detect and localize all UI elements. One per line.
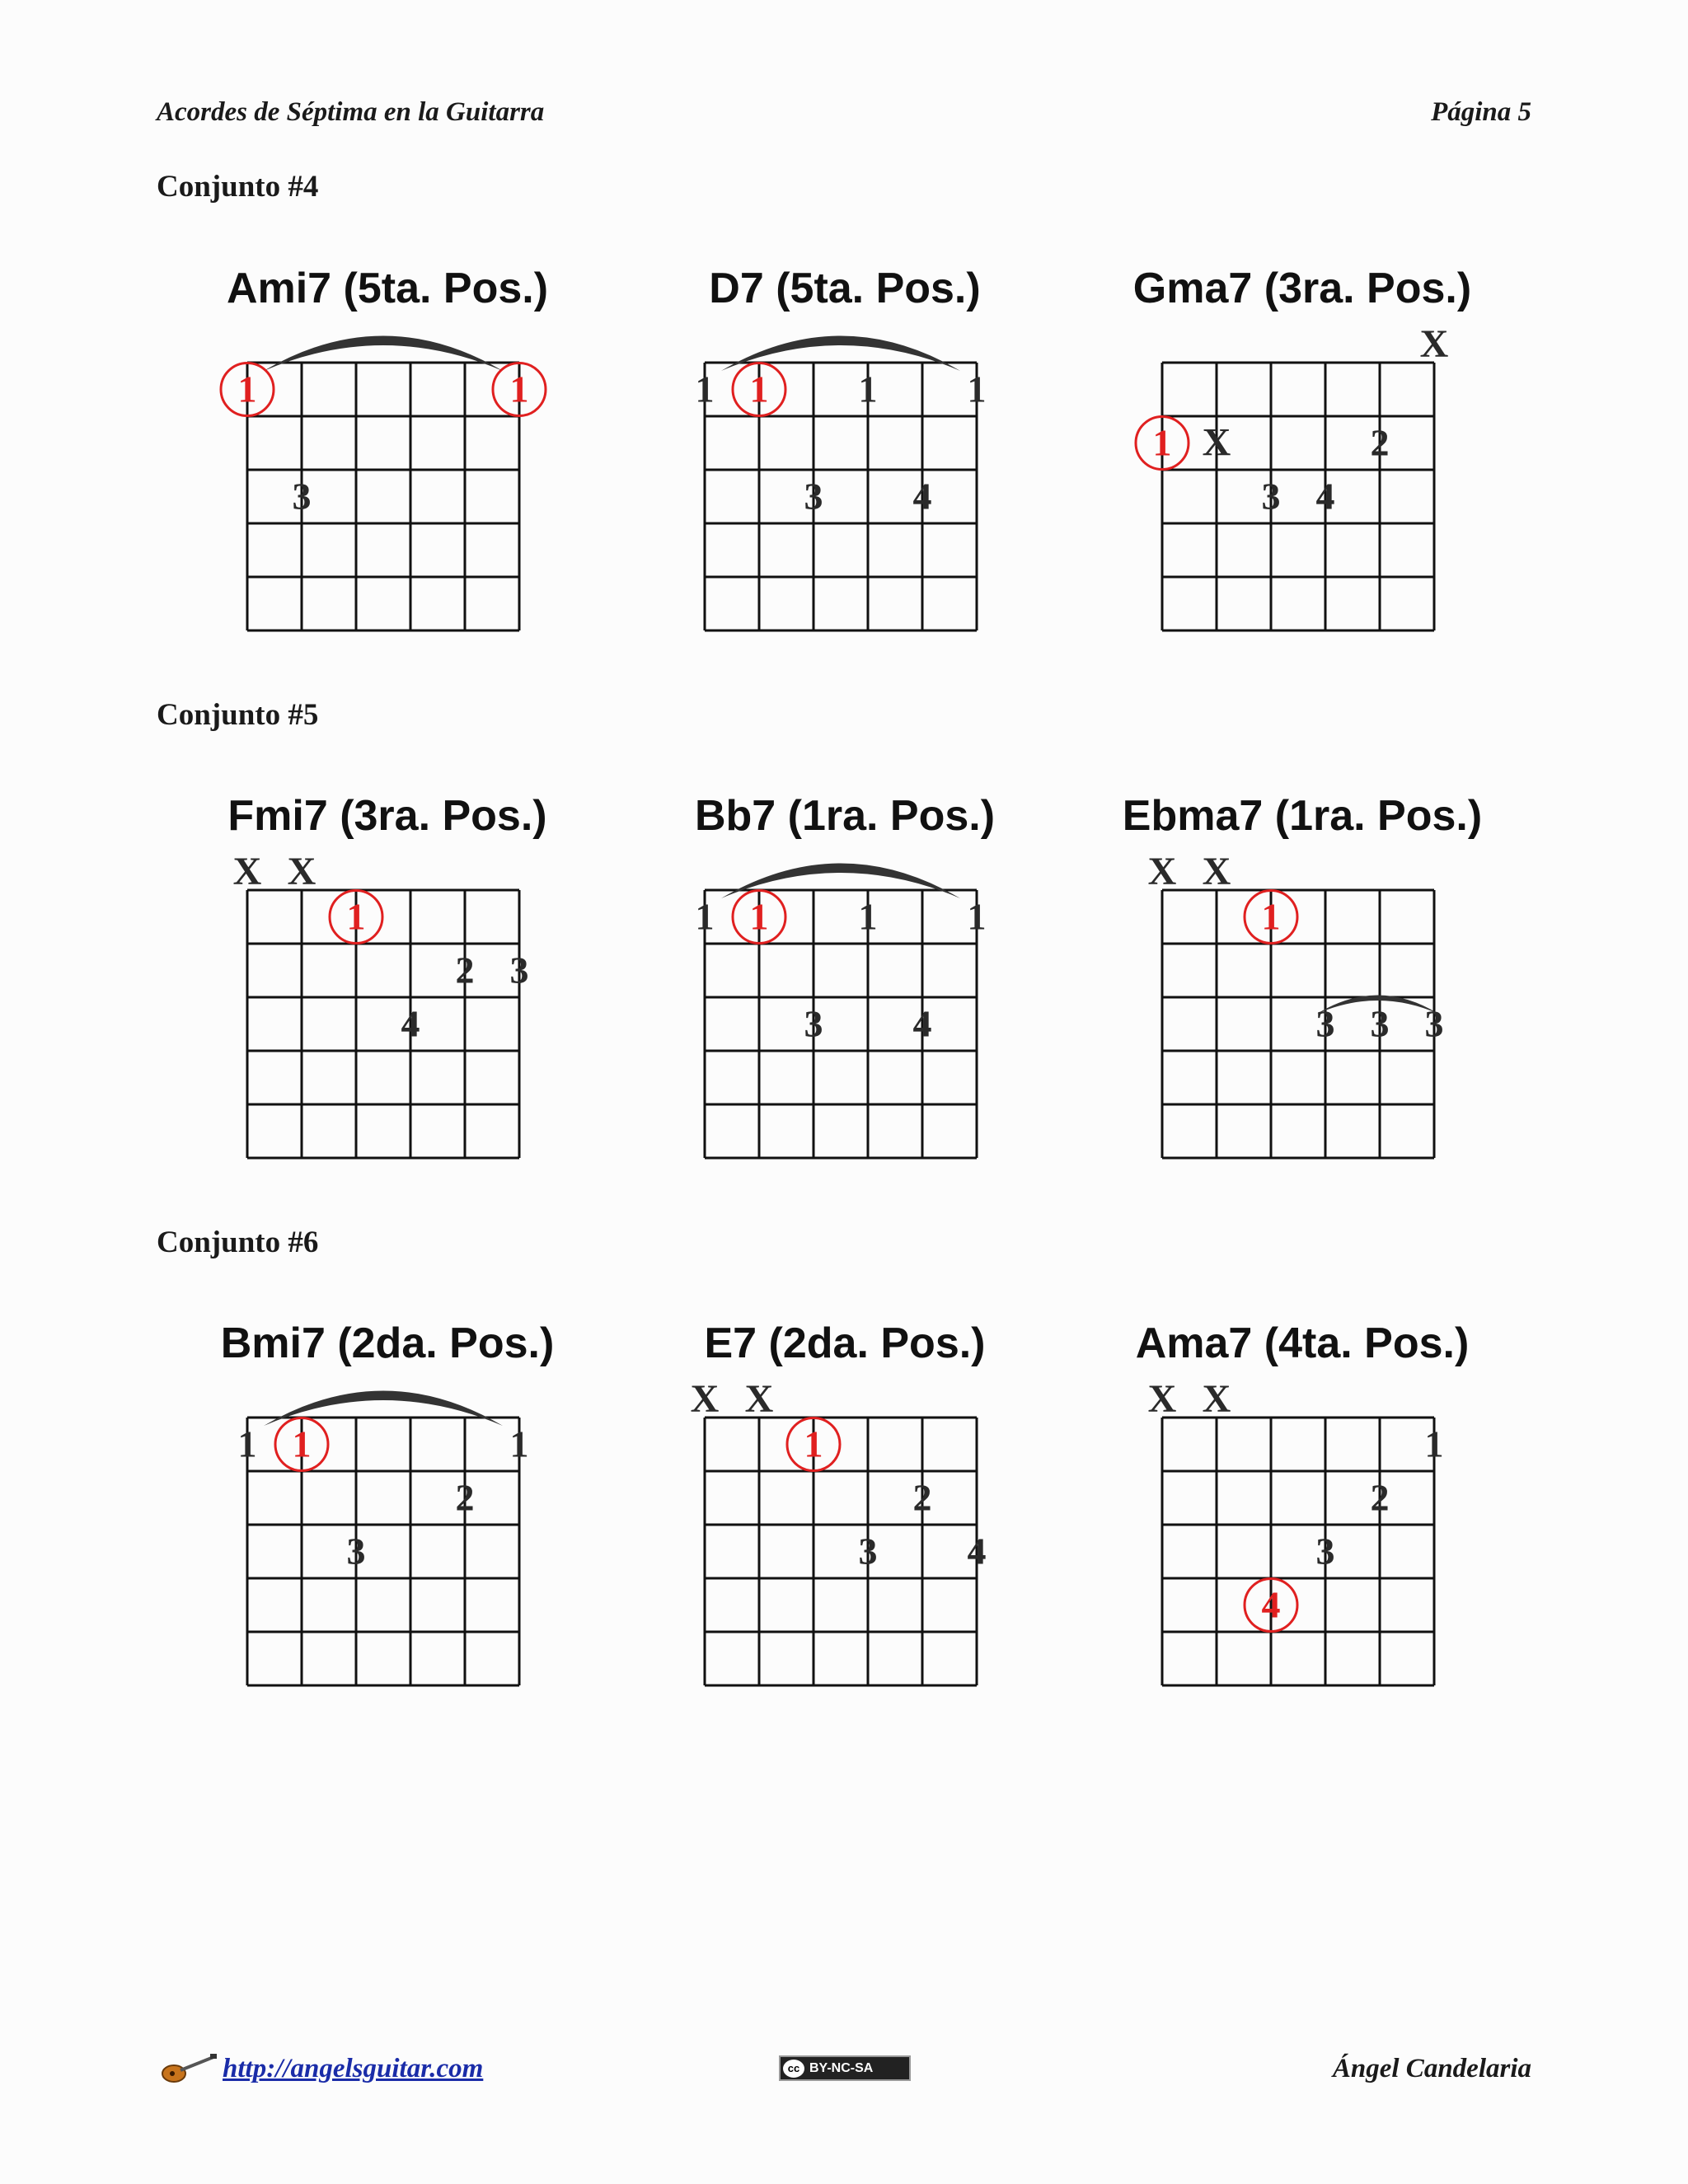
chord-diagram xyxy=(1071,1319,1533,1780)
chord-grid-svg xyxy=(157,1319,618,1780)
chord-grid-svg xyxy=(614,791,1076,1253)
finger-number: 3 xyxy=(1424,1002,1444,1045)
finger-number: 4 xyxy=(912,1002,932,1045)
chord-diagram xyxy=(1071,791,1533,1253)
chord-name: Ama7 (4ta. Pos.) xyxy=(1135,1319,1470,1367)
barre-arc xyxy=(264,336,503,372)
finger-number: 1 xyxy=(695,895,715,938)
muted-string-mark: X xyxy=(232,850,262,893)
chord-diagram xyxy=(614,264,1076,725)
chord-grid-svg xyxy=(157,791,618,1253)
barre-arc xyxy=(721,336,960,372)
finger-number: 3 xyxy=(858,1530,878,1572)
finger-number: 1 xyxy=(237,1422,257,1465)
finger-number: 3 xyxy=(804,475,823,518)
finger-number: 2 xyxy=(1370,421,1390,464)
author-name: Ángel Candelaria xyxy=(1332,2054,1531,2083)
finger-number: 2 xyxy=(1370,1476,1390,1519)
finger-number: 1 xyxy=(1261,895,1281,938)
finger-number: 4 xyxy=(1315,475,1335,518)
finger-number: 1 xyxy=(858,368,878,410)
finger-number: 1 xyxy=(967,368,987,410)
chord-diagram xyxy=(614,1319,1076,1780)
finger-number: 3 xyxy=(509,949,529,991)
finger-number: 4 xyxy=(967,1530,987,1572)
chord-name: Fmi7 (3ra. Pos.) xyxy=(227,792,547,840)
set-title-4: Conjunto #4 xyxy=(157,170,319,204)
finger-number: 4 xyxy=(1261,1583,1281,1626)
finger-number: 3 xyxy=(1315,1002,1335,1045)
finger-number: 2 xyxy=(455,949,475,991)
finger-number: 3 xyxy=(1315,1530,1335,1572)
finger-number: 1 xyxy=(509,368,529,410)
finger-number: 3 xyxy=(346,1530,366,1572)
finger-number: 1 xyxy=(292,1422,312,1465)
chord-grid-svg xyxy=(614,1319,1076,1780)
barre-arc xyxy=(264,1391,503,1427)
creative-commons-badge-icon[interactable] xyxy=(779,2055,911,2081)
muted-string-mark: X xyxy=(690,1377,720,1421)
muted-string-mark: X xyxy=(1419,322,1449,366)
chord-name: Ebma7 (1ra. Pos.) xyxy=(1122,792,1483,840)
finger-number: 2 xyxy=(455,1476,475,1519)
finger-number: 1 xyxy=(695,368,715,410)
finger-number: 1 xyxy=(749,895,769,938)
chord-name: Ami7 (5ta. Pos.) xyxy=(226,265,549,312)
guitar-icon xyxy=(161,2052,218,2085)
chord-diagram xyxy=(157,264,618,725)
chord-grid-svg xyxy=(1071,264,1533,725)
finger-number: 1 xyxy=(1152,421,1172,464)
finger-number: 4 xyxy=(401,1002,420,1045)
muted-string-mark: X xyxy=(1202,1377,1231,1421)
chord-name: D7 (5ta. Pos.) xyxy=(709,265,981,312)
cc-logo: cc xyxy=(783,2060,804,2078)
chord-grid-svg xyxy=(614,264,1076,725)
finger-number: 1 xyxy=(346,895,366,938)
chord-name: Gma7 (3ra. Pos.) xyxy=(1132,265,1472,312)
finger-number: 2 xyxy=(912,1476,932,1519)
document-title: Acordes de Séptima en la Guitarra xyxy=(157,97,545,127)
muted-string-mark: X xyxy=(744,1377,774,1421)
finger-number: 4 xyxy=(912,475,932,518)
finger-number: 1 xyxy=(509,1422,529,1465)
chord-diagram xyxy=(157,791,618,1253)
finger-number: 3 xyxy=(1261,475,1281,518)
muted-string-mark: X xyxy=(1147,1377,1177,1421)
set-title-5: Conjunto #5 xyxy=(157,698,319,732)
chord-diagram xyxy=(157,1319,618,1780)
finger-number: 3 xyxy=(804,1002,823,1045)
chord-name: Bb7 (1ra. Pos.) xyxy=(694,792,996,840)
chord-grid-svg xyxy=(1071,1319,1533,1780)
finger-number: 1 xyxy=(749,368,769,410)
page-number: Página 5 xyxy=(1431,97,1531,127)
chord-name: Bmi7 (2da. Pos.) xyxy=(220,1319,555,1367)
barre-arc xyxy=(721,864,960,899)
finger-number: 1 xyxy=(804,1422,823,1465)
chord-name: E7 (2da. Pos.) xyxy=(704,1319,986,1367)
muted-string-mark: X xyxy=(1202,420,1231,465)
muted-string-mark: X xyxy=(287,850,316,893)
finger-number: 1 xyxy=(237,368,257,410)
finger-number: 1 xyxy=(858,895,878,938)
set-title-6: Conjunto #6 xyxy=(157,1226,319,1259)
license-text: BY-NC-SA xyxy=(809,2060,874,2075)
finger-number: 3 xyxy=(292,475,312,518)
finger-number: 1 xyxy=(1424,1422,1444,1465)
chord-grid-svg xyxy=(157,264,618,725)
website-link[interactable]: http://angelsguitar.com xyxy=(223,2054,484,2083)
muted-string-mark: X xyxy=(1147,850,1177,893)
finger-number: 1 xyxy=(967,895,987,938)
muted-string-mark: X xyxy=(1202,850,1231,893)
chord-grid-svg xyxy=(1071,791,1533,1253)
chord-diagram xyxy=(614,791,1076,1253)
finger-number: 3 xyxy=(1370,1002,1390,1045)
chord-diagram xyxy=(1071,264,1533,725)
